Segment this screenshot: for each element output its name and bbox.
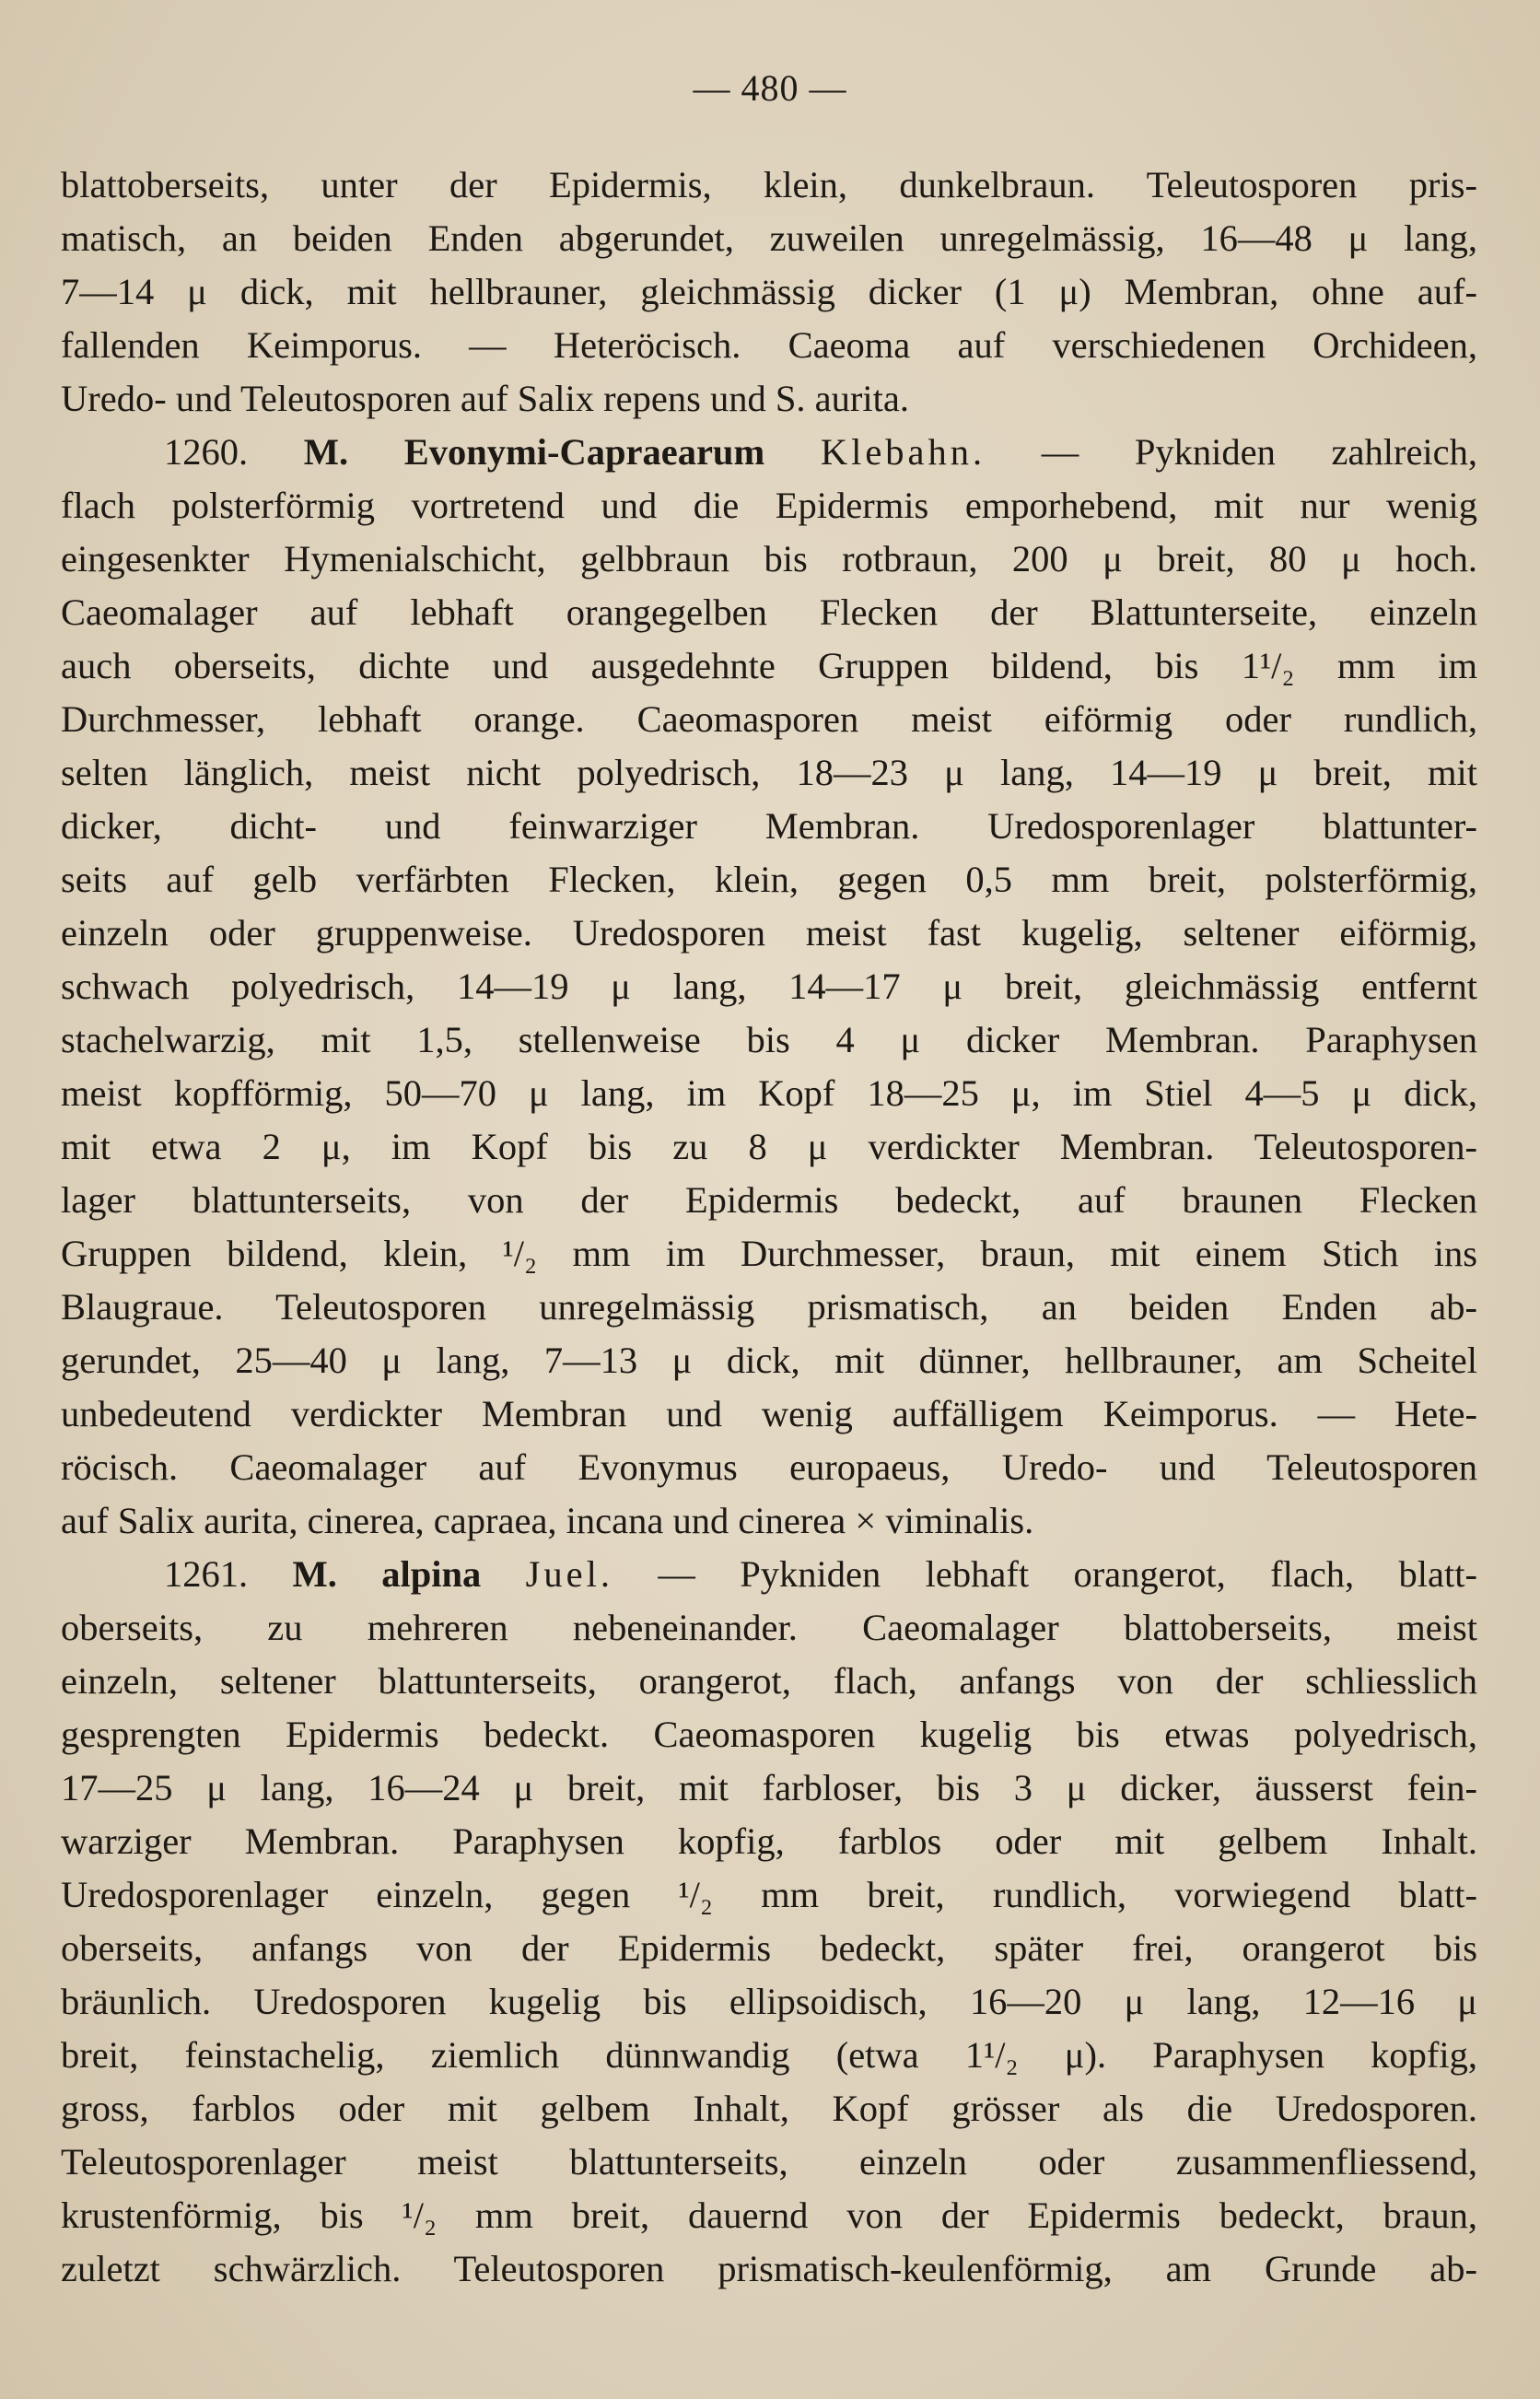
species-name: M. Evonymi-Capraearum bbox=[303, 431, 765, 473]
text-line: warziger Membran. Paraphysen kopfig, farblos oder mit gelbem Inhalt. bbox=[61, 1820, 1477, 1862]
text-line: eingesenkter Hymenialschicht, gelbbraun bis rotbraun, 200 μ breit, 80 μ hoch. bbox=[61, 538, 1477, 579]
text-line: matisch, an beiden Enden abgerundet, zuweilen unregelmässig, 16—48 μ lang, bbox=[61, 217, 1477, 259]
text-line: unbedeutend verdickter Membran und wenig auffälligem Keimporus. — Hete- bbox=[61, 1393, 1477, 1434]
text-line: Teleutosporenlager meist blattunterseits, einzeln oder zusammenfliessend, bbox=[61, 2141, 1477, 2183]
text-line: Gruppen bildend, klein, ¹/₂ mm im Durchmesser, braun, mit einem Stich ins bbox=[61, 1233, 1477, 1274]
text-line: einzeln, seltener blattunterseits, orangerot, flach, anfangs von der schliesslich bbox=[61, 1660, 1477, 1702]
text-line: dicker, dicht- und feinwarziger Membran. Uredosporenlager blattunter- bbox=[61, 805, 1477, 847]
text-line: lager blattunterseits, von der Epidermis bedeckt, auf braunen Flecken bbox=[61, 1179, 1477, 1221]
text-line: gesprengten Epidermis bedeckt. Caeomasporen kugelig bis etwas polyedrisch, bbox=[61, 1714, 1477, 1755]
text-line: selten länglich, meist nicht polyedrisch, 18—23 μ lang, 14—19 μ breit, mit bbox=[61, 752, 1477, 793]
text-line: gerundet, 25—40 μ lang, 7—13 μ dick, mit dünner, hellbrauner, am Scheitel bbox=[61, 1340, 1477, 1381]
text-line: oberseits, zu mehreren nebeneinander. Caeomalager blattoberseits, meist bbox=[61, 1607, 1477, 1648]
entry-number: 1260. bbox=[164, 431, 249, 473]
species-name: M. alpina bbox=[292, 1553, 482, 1595]
text-line: fallenden Keimporus. — Heteröcisch. Caeoma auf verschiedenen Orchideen, bbox=[61, 324, 1477, 366]
body-text bbox=[61, 158, 1477, 2296]
text-line: schwach polyedrisch, 14—19 μ lang, 14—17 μ breit, gleichmässig entfernt bbox=[61, 965, 1477, 1007]
entry-text: — Pykniden zahlreich, bbox=[1041, 431, 1477, 473]
text-line: Blaugraue. Teleutosporen unregelmässig prismatisch, an beiden Enden ab- bbox=[61, 1286, 1477, 1328]
text-line: Durchmesser, lebhaft orange. Caeomasporen meist eiförmig oder rundlich, bbox=[61, 698, 1477, 740]
entry-heading-1261 bbox=[61, 1548, 1477, 1601]
text-line: bräunlich. Uredosporen kugelig bis ellipsoidisch, 16—20 μ lang, 12—16 μ bbox=[61, 1981, 1477, 2022]
entry-number: 1261. bbox=[164, 1553, 249, 1595]
text-line: oberseits, anfangs von der Epidermis bedeckt, später frei, orangerot bis bbox=[61, 1927, 1477, 1969]
text-line: seits auf gelb verfärbten Flecken, klein, gegen 0,5 mm breit, polsterförmig, bbox=[61, 859, 1477, 900]
species-author: Juel. bbox=[525, 1553, 614, 1595]
text-line: flach polsterförmig vortretend und die Epidermis emporhebend, mit nur wenig bbox=[61, 485, 1477, 526]
text-line: blattoberseits, unter der Epidermis, klein, dunkelbraun. Teleutosporen pris- bbox=[61, 164, 1477, 205]
species-author: Klebahn. bbox=[820, 431, 986, 473]
text-line: Uredo- und Teleutosporen auf Salix repens und S. aurita. bbox=[61, 378, 909, 419]
page-number: — 480 — bbox=[693, 67, 847, 109]
text-line: 7—14 μ dick, mit hellbrauner, gleichmässig dicker (1 μ) Membran, ohne auf- bbox=[61, 271, 1477, 312]
entry-text: — Pykniden lebhaft orangerot, flach, blatt- bbox=[658, 1553, 1477, 1595]
text-line: Caeomalager auf lebhaft orangegelben Flecken der Blattunterseite, einzeln bbox=[61, 591, 1477, 633]
text-line: auf Salix aurita, cinerea, capraea, incana und cinerea × viminalis. bbox=[61, 1500, 1034, 1541]
text-line: breit, feinstachelig, ziemlich dünnwandig (etwa 1¹/₂ μ). Paraphysen kopfig, bbox=[61, 2034, 1477, 2076]
text-line: röcisch. Caeomalager auf Evonymus europaeus, Uredo- und Teleutosporen bbox=[61, 1446, 1477, 1488]
entry-heading-1260 bbox=[61, 426, 1477, 479]
text-line: meist kopfförmig, 50—70 μ lang, im Kopf 18—25 μ, im Stiel 4—5 μ dick, bbox=[61, 1072, 1477, 1114]
text-line: gross, farblos oder mit gelbem Inhalt, Kopf grösser als die Uredosporen. bbox=[61, 2088, 1477, 2129]
text-line: krustenförmig, bis ¹/₂ mm breit, dauernd von der Epidermis bedeckt, braun, bbox=[61, 2194, 1477, 2236]
text-line: zuletzt schwärzlich. Teleutosporen prismatisch-keulenförmig, am Grunde ab- bbox=[61, 2248, 1477, 2289]
text-line: mit etwa 2 μ, im Kopf bis zu 8 μ verdickter Membran. Teleutosporen- bbox=[61, 1126, 1477, 1167]
text-line: einzeln oder gruppenweise. Uredosporen meist fast kugelig, seltener eiförmig, bbox=[61, 912, 1477, 954]
text-line: 17—25 μ lang, 16—24 μ breit, mit farbloser, bis 3 μ dicker, äusserst fein- bbox=[61, 1767, 1477, 1808]
text-line: auch oberseits, dichte und ausgedehnte Gruppen bildend, bis 1¹/₂ mm im bbox=[61, 645, 1477, 686]
text-line: stachelwarzig, mit 1,5, stellenweise bis 4 μ dicker Membran. Paraphysen bbox=[61, 1019, 1477, 1060]
text-line: Uredosporenlager einzeln, gegen ¹/₂ mm breit, rundlich, vorwiegend blatt- bbox=[61, 1874, 1477, 1915]
